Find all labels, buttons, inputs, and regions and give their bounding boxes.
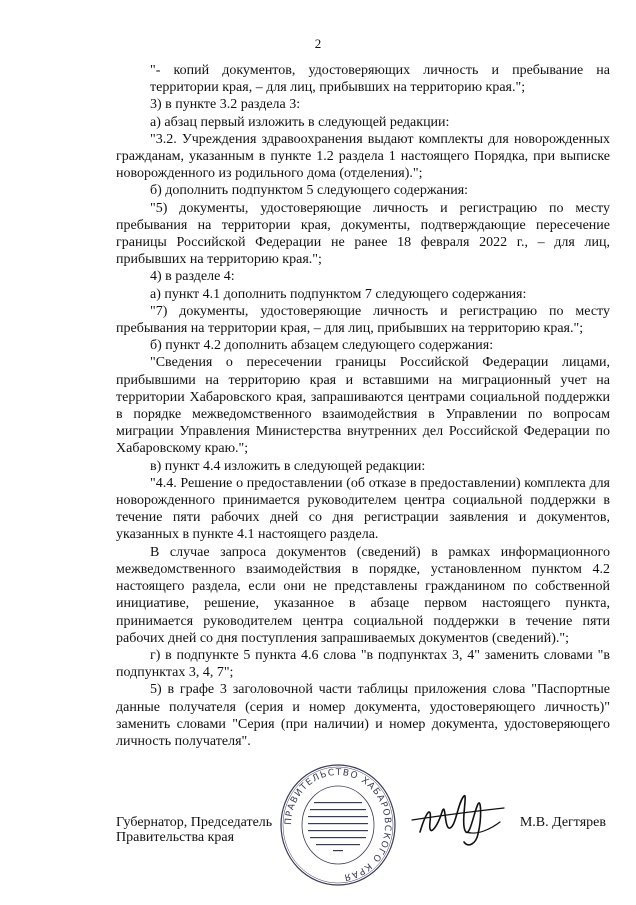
paragraph: 4) в разделе 4: (150, 269, 235, 285)
position-line: Правительства края (116, 830, 235, 845)
paragraph: 3) в пункте 3.2 раздела 3: (150, 97, 301, 113)
paragraph: "5) документы, удостоверяющие личность и регистрацию по месту пребывания на территории края, документы, подтверждающие пересечение границы Российской Федерации не ранее 18 февраля 2022 г., – для лиц, прибывших на территорию края."; (116, 200, 610, 268)
paragraph: "3.2. Учреждения здравоохранения выдают комплекты для новорожденных гражданам, указанным в пункте 1.2 раздела 1 настоящего Порядка, при выписке новорожденного из родильного дома (отделения)."; (116, 131, 610, 182)
paragraph: а) абзац первый изложить в следующей редакции: (150, 114, 450, 130)
paragraph: б) дополнить подпунктом 5 следующего содержания: (150, 183, 469, 199)
paragraph: в) пункт 4.4 изложить в следующей редакции: (150, 458, 426, 474)
paragraph: "4.4. Решение о предоставлении (об отказе в предоставлении) комплекта для новорожденного принимается руководителем центра социальной поддержки в течение пяти рабочих дней со дня регистрации заявления и документов, указанных в пункте 4.1 настоящего раздела. (116, 475, 610, 543)
paragraph: а) пункт 4.1 дополнить подпунктом 7 следующего содержания: (150, 286, 527, 302)
paragraph: "Сведения о пересечении границы Российской Федерации лицами, прибывшими на территорию края и вставшими на миграционный учет на территории Хабаровского края, запрашиваются центрами социальной поддержки в порядке межведомственного взаимодействия в Управлении по вопросам миграции Управления Министерства внутренних дел Российской Федерации по Хабаровскому краю."; (116, 355, 610, 457)
paragraph: 5) в графе 3 заголовочной части таблицы приложения слова "Паспортные данные получателя (серия и номер документа, удостоверяющего личность)" заменить словами "Серия (при наличии) и номер документа, удостоверяющего личность получателя". (116, 682, 610, 749)
signatory-position (116, 815, 272, 845)
paragraph: б) пункт 4.2 дополнить абзацем следующего содержания: (150, 338, 494, 354)
document-body (116, 62, 610, 750)
page-number: 2 (314, 36, 322, 51)
official-seal (278, 762, 398, 888)
paragraph: "7) документы, удостоверяющие личность и регистрацию по месту пребывания на территории края, – для лиц, прибывших на территорию края."; (116, 303, 610, 337)
signatory-name: М.В. Дегтярев (519, 815, 606, 830)
handwritten-signature (408, 782, 508, 856)
paragraph: В случае запроса документов (сведений) в рамках информационного межведомственного взаимодействия в порядке, установленном пунктом 4.2 настоящего раздела, если они не представлены гражданином по собственной инициативе, решение, указанное в абзаце первом настоящего пункта, принимается руководителем центра социальной поддержки в течение пяти рабочих дней со дня поступления запрашиваемых документов (сведений)."; (116, 544, 610, 646)
svg-text:ПРАВИТЕЛЬСТВО ХАБАРОВСКОГО КРА: ПРАВИТЕЛЬСТВО ХАБАРОВСКОГО КРАЯ (283, 767, 393, 882)
paragraph: г) в подпункте 5 пункта 4.6 слова "в подпунктах 3, 4" заменить словами "в подпунктах 3, 4, 7"; (116, 647, 610, 681)
paragraph: "- копий документов, удостоверяющих личность и пребывание на территории края, – для лиц, прибывших на территорию края."; (150, 63, 610, 96)
position-line: Губернатор, Председатель (116, 815, 273, 830)
